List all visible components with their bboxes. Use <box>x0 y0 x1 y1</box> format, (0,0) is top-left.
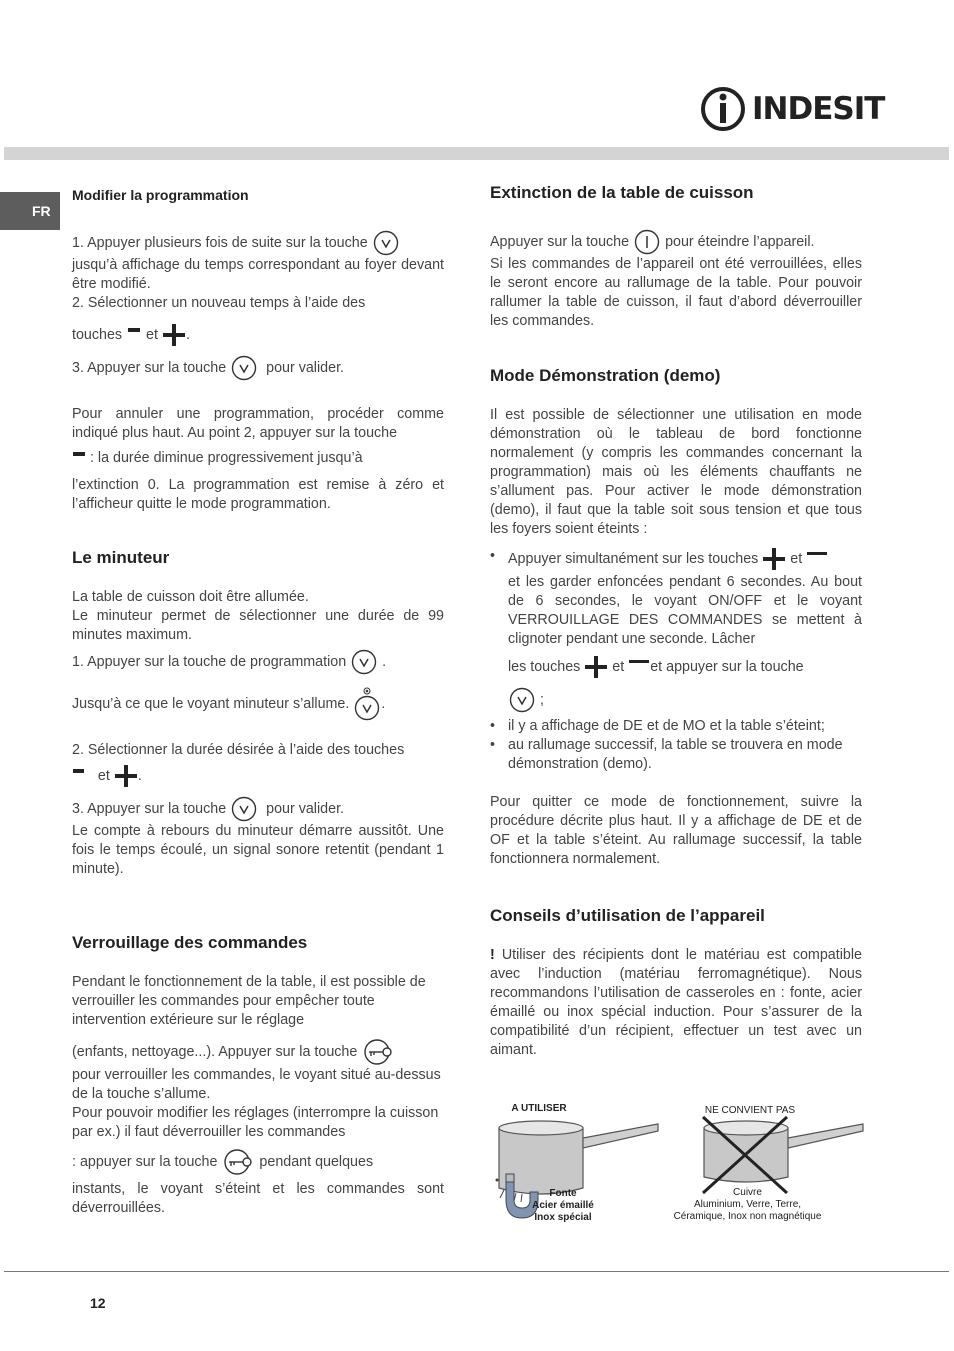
minus-key-icon <box>72 766 86 786</box>
section-title-verrouillage: Verrouillage des commandes <box>72 933 308 952</box>
text: et <box>97 767 110 784</box>
text: 2. Sélectionner un nouveau temps à l’aide des <box>72 295 366 311</box>
text: pour valider. <box>266 359 345 376</box>
key-lock-icon <box>361 1038 395 1066</box>
timer-key-icon <box>230 355 258 381</box>
list-item: • Appuyer simultanément sur les touches et et les garder enfoncées pendant 6 secondes. Au bout de 6 secondes, le voyant ON/OFF et le voyant VERROUILLAGE DES COMMANDES se mettent à clignoter pendant une seconde. Lâcher les touches et et appuyer sur la touche ; <box>490 547 862 713</box>
key-lock-icon <box>221 1148 255 1176</box>
timer-key-icon <box>508 687 536 713</box>
text: Le compte à rebours du minuteur démarre aussitôt. Une fois le temps écoulé, un signal sonore retentit (pendant 1 minute). <box>72 823 444 877</box>
indesit-logo-mark-icon <box>700 86 746 132</box>
text: et les garder enfoncées pendant 6 secondes. Au bout de 6 secondes, le voyant ON/OFF et le voyant VERROUILLAGE DES COMMANDES se mettent à clignoter pendant une seconde. Lâcher <box>508 574 862 647</box>
text: 1. Appuyer plusieurs fois de suite sur la touche <box>72 234 368 251</box>
text: Pour annuler une programmation, procéder comme indiqué plus haut. Au point 2, appuyer sur la touche <box>72 406 444 441</box>
section-title-demo: Mode Démonstration (demo) <box>490 366 721 385</box>
text: touches <box>72 326 123 343</box>
text: 3. Appuyer sur la touche <box>72 800 227 817</box>
text: Si les commandes de l’appareil ont été verrouillées, elles le seront encore au rallumage de la table. Pour pouvoir rallumer la table de cuisson, il faut d’abord déverrouiller les commandes. <box>490 256 862 329</box>
text: jusqu’à affichage du temps correspondant au foyer devant être modifié. <box>72 257 444 292</box>
text: 3. Appuyer sur la touche <box>72 359 227 376</box>
section-title-extinction: Extinction de la table de cuisson <box>490 183 754 202</box>
left-column: Modifier la programmation 1. Appuyer plusieurs fois de suite sur la touche jusqu’à affichage du temps correspondant au foyer devant être modifié. 2. Sélectionner un nouveau temps à l’aide des touches et . 3. Appuyer sur la touche pour valider. Pour annuler une programmation, procéder comme indiqué plus haut. Au point 2, appuyer sur la touche : la durée diminue progressivement jusqu’à l’extinction 0. La programmation est remise à zéro et l’afficheur quitte le mode programmation. Le minuteur La table de cuisson doit être allumée. Le minuteur permet de sélectionner une durée de 99 minutes maximum. 1. Appuyer sur la touche de programmation . Jusqu’à ce que le voyant minuteur s’allume. . 2. Sélectionner la durée désirée à l’aide des touches et . 3. Appuyer sur la touche pour valider. Le compte à rebours du minuteur démarre aussitôt. Une fois le temps écoulé, un signal sonore retentit (pendant 1 minute). Verrouillage des commandes Pendant le fonctionnement de la table, il est possible de verrouiller les commandes pour empêcher toute intervention extérieure sur le réglage (enfants, nettoyage...). Appuyer sur la touche pour verrouiller les commandes, le voyant situé au-dessus de la touche s’allume. Pour pouvoir modifier les réglages (interrompre la cuisson par ex.) il faut déverrouiller les commandes : appuyer sur la touche pendant quelques instants, le voyant s’éteint et les commandes sont déverrouillées. <box>72 187 444 1216</box>
plus-key-icon <box>762 547 786 571</box>
text: La table de cuisson doit être allumée. <box>72 589 309 605</box>
text: Il est possible de sélectionner une utilisation en mode démonstration où le tableau de bord fonctionne normalement (y compris les commandes concernant la programmation) mais où les éléments chauffants ne s’allument pas. Pour activer le mode démonstration (demo), il faut que la table soit sous tension et que tous les foyers soient éteints : <box>490 407 862 537</box>
text: : appuyer sur la touche <box>72 1153 218 1170</box>
text: Pendant le fonctionnement de la table, il est possible de verrouiller les commandes pour empêcher toute intervention extérieure sur le réglage <box>72 974 426 1028</box>
list-item: • il y a affichage de DE et de MO et la table s’éteint; <box>490 717 862 736</box>
text: pour valider. <box>266 800 345 817</box>
text: pour éteindre l’appareil. <box>665 233 815 250</box>
pan-no-label: NE CONVIENT PAS <box>704 1105 796 1116</box>
timer-key-icon <box>230 796 258 822</box>
text: 1. Appuyer sur la touche de programmation <box>72 653 347 670</box>
pan-ok-label: A UTILISER <box>511 1103 567 1114</box>
unsuitable-pan-icon <box>695 1115 870 1195</box>
minus-key-icon <box>806 549 828 569</box>
text: Le minuteur permet de sélectionner une durée de 99 minutes maximum. <box>72 608 444 643</box>
text: et <box>146 326 158 343</box>
pan-compatibility-illustration <box>490 1100 870 1240</box>
text: pendant quelques <box>259 1153 374 1170</box>
pan-no-material: Aluminium, Verre, Terre, <box>693 1199 802 1210</box>
minus-key-icon <box>72 451 86 465</box>
minus-key-icon <box>126 325 142 345</box>
text: : la durée diminue progressivement jusqu’à <box>89 450 363 466</box>
text: Appuyer sur la touche <box>490 233 630 250</box>
section-title-minuteur: Le minuteur <box>72 548 170 567</box>
text: et appuyer sur la touche <box>650 658 804 675</box>
footer-rule <box>4 1271 949 1272</box>
text: Appuyer simultanément sur les touches <box>508 550 759 567</box>
indesit-logo <box>700 86 885 132</box>
section-title-modifier: Modifier la programmation <box>72 187 249 203</box>
text: Jusqu’à ce que le voyant minuteur s’allume. <box>72 695 350 712</box>
text: Utiliser des récipients dont le matériau est compatible avec l’induction (matériau ferromagnétique). Nous recommandons l’utilisation de casseroles en : fonte, acier émaillé ou inox spécial induction. Pour s’assurer de la compatibilité d’un récipient, effectuer un test avec un aimant. <box>490 947 862 1058</box>
text: Pour pouvoir modifier les réglages (interrompre la cuisson par ex.) il faut déverrouiller les commandes <box>72 1105 439 1140</box>
language-tab: FR <box>0 192 60 230</box>
text: l’extinction 0. La programmation est remise à zéro et l’afficheur quitte le mode programmation. <box>72 477 444 512</box>
text: et <box>612 658 625 675</box>
power-key-icon <box>633 229 661 255</box>
brand-name: INDESIT <box>752 91 885 127</box>
pan-ok-material: Acier émaillé <box>532 1200 594 1211</box>
page-number: 12 <box>90 1295 106 1311</box>
timer-key-icon <box>350 649 378 675</box>
section-title-conseils: Conseils d’utilisation de l’appareil <box>490 906 765 925</box>
text: et <box>790 550 803 567</box>
pan-no-material: Cuivre <box>733 1187 762 1198</box>
text: (enfants, nettoyage...). Appuyer sur la touche <box>72 1043 358 1060</box>
pan-ok-material: Inox spécial <box>534 1212 592 1223</box>
right-column <box>490 183 862 1060</box>
text: instants, le voyant s’éteint et les commandes sont déverrouillées. <box>72 1181 444 1216</box>
text: les touches <box>508 658 581 675</box>
warning-icon: ! <box>490 947 495 963</box>
plus-key-icon <box>162 323 186 347</box>
text: pour verrouiller les commandes, le voyant situé au-dessus de la touche s’allume. <box>72 1067 441 1102</box>
list-item: • au rallumage successif, la table se trouvera en mode démonstration (demo). <box>490 736 862 774</box>
text: 2. Sélectionner la durée désirée à l’aide des touches <box>72 742 405 758</box>
minus-key-icon <box>628 657 650 677</box>
pan-no-material: Céramique, Inox non magnétique <box>673 1211 822 1222</box>
header-bar <box>4 147 949 160</box>
plus-key-icon <box>114 764 138 788</box>
plus-key-icon <box>584 655 608 679</box>
text: Pour quitter ce mode de fonctionnement, suivre la procédure décrite plus haut. Il y a affichage de DE et de OF et la table s’éteint. Au rallumage successif, la table fonctionnera normalement. <box>490 794 862 867</box>
timer-indicator-key-icon <box>353 687 381 721</box>
timer-key-icon <box>372 230 400 256</box>
pan-ok-material: Fonte <box>549 1188 577 1199</box>
